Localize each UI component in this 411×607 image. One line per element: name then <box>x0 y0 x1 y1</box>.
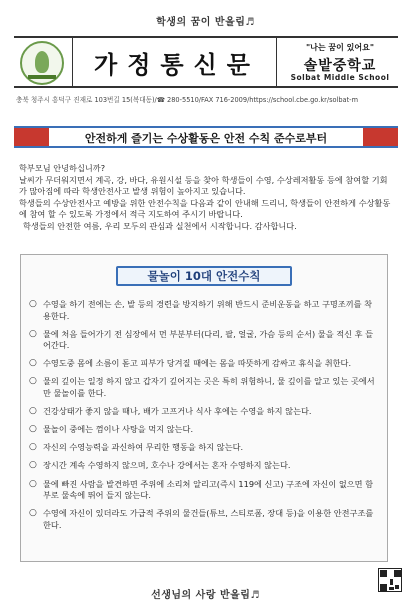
top-slogan: 학생의 꿈이 반올림♬ <box>156 17 255 28</box>
bottom-slogan: 선생님의 사랑 반올림♬ <box>151 590 260 601</box>
circle-bullet-icon: ○ <box>29 442 37 453</box>
header-divider <box>72 38 73 86</box>
circle-bullet-icon: ○ <box>29 406 37 417</box>
rules-title: 물놀이 10대 안전수칙 <box>116 266 292 286</box>
rules-list <box>29 299 379 538</box>
newsletter-title: 가정통신문 <box>94 50 260 79</box>
header-divider <box>276 38 277 86</box>
qr-code-icon <box>378 568 402 592</box>
circle-bullet-icon: ○ <box>29 478 37 489</box>
circle-bullet-icon: ○ <box>29 328 37 339</box>
circle-bullet-icon: ○ <box>29 508 37 519</box>
rule-item: ○ 수영에 자신이 있더라도 가급적 주위의 물건들(튜브, 스티로폼, 장대 등)을 이용한 안전구조를 한다. <box>29 508 374 530</box>
intro-paragraph: 학생들의 안전한 여름, 우리 모두의 관심과 실천에서 시작합니다. 감사합니다. <box>23 220 297 231</box>
newsletter-header <box>14 36 398 88</box>
school-motto: "나는 꿈이 있어요" <box>305 43 374 52</box>
notice-banner <box>14 126 398 148</box>
school-emblem-icon <box>20 41 64 85</box>
circle-bullet-icon: ○ <box>29 358 37 369</box>
notice-title: 안전하게 즐기는 수상활동은 안전 수칙 준수로부터 <box>84 132 328 145</box>
school-address: 충북 청주시 흥덕구 진재로 103번길 15(복대동)/☎ 280-5510/FAX 716-2009/https://school.cbe.go.kr/solbat-m <box>16 96 358 104</box>
banner-accent <box>14 128 49 146</box>
rule-item: ○ 수영을 하기 전에는 손, 발 등의 경련을 방지하기 위해 반드시 준비운동을 하고 구명조끼를 착용한다. <box>29 299 373 321</box>
rule-item: ○ 장시간 계속 수영하지 않으며, 호수나 강에서는 혼자 수영하지 않는다. <box>29 460 291 471</box>
circle-bullet-icon: ○ <box>29 460 37 471</box>
rule-item: ○ 물의 깊이는 일정 하지 않고 갑자기 깊어지는 곳은 특히 위험하니, 물 깊이를 알고 있는 곳에서만 물놀이를 한다. <box>29 376 375 399</box>
rule-item: ○ 자신의 수영능력을 과신하여 무리한 행동을 하지 않는다. <box>29 442 244 453</box>
rule-item: ○ 수영도중 몸에 소름이 돋고 피부가 당겨질 때에는 몸을 따뜻하게 감싸고 휴식을 취한다. <box>29 358 352 369</box>
circle-bullet-icon: ○ <box>29 376 37 387</box>
banner-accent <box>363 128 398 146</box>
rule-item: ○ 물에 처음 들어가기 전 심장에서 먼 부분부터(다리, 팔, 얼굴, 가슴 등의 순서) 물을 적신 후 들어간다. <box>29 328 374 351</box>
circle-bullet-icon: ○ <box>29 424 37 435</box>
circle-bullet-icon: ○ <box>29 299 37 309</box>
intro-text <box>19 163 394 233</box>
rule-item: ○ 물에 빠진 사람을 발견하면 주위에 소리쳐 알리고(즉시 119에 신고) 구조에 자신이 없으면 함부로 물속에 뛰어 들지 않는다. <box>29 478 374 501</box>
rule-item: ○ 물놀이 중에는 껌이나 사탕을 먹지 않는다. <box>29 424 194 435</box>
school-name: 솔밭중학교 <box>303 58 377 74</box>
school-name-english: Solbat Middle School <box>290 73 390 82</box>
intro-paragraph: 학생들의 수상안전사고 예방을 위한 안전수칙을 다음과 같이 안내해 드리니, 학생들이 안전하게 수상활동에 참여 할 수 있도록 가정에서 적극 지도하여 주시기 바랍니다. <box>19 197 391 220</box>
intro-paragraph: 날씨가 무더워지면서 계곡, 강, 바다, 유원시설 등을 찾아 학생들이 수영, 수상레저활동 등에 참여할 기회가 많아짐에 따라 학생안전사고 발생 위험이 높아지고 있습니다. <box>19 174 388 197</box>
rule-item: ○ 건강상태가 좋지 않을 때나, 배가 고프거나 식사 후에는 수영을 하지 않는다. <box>29 406 312 417</box>
safety-rules-box <box>20 254 388 562</box>
intro-paragraph: 학부모님 안녕하십니까? <box>19 163 106 173</box>
